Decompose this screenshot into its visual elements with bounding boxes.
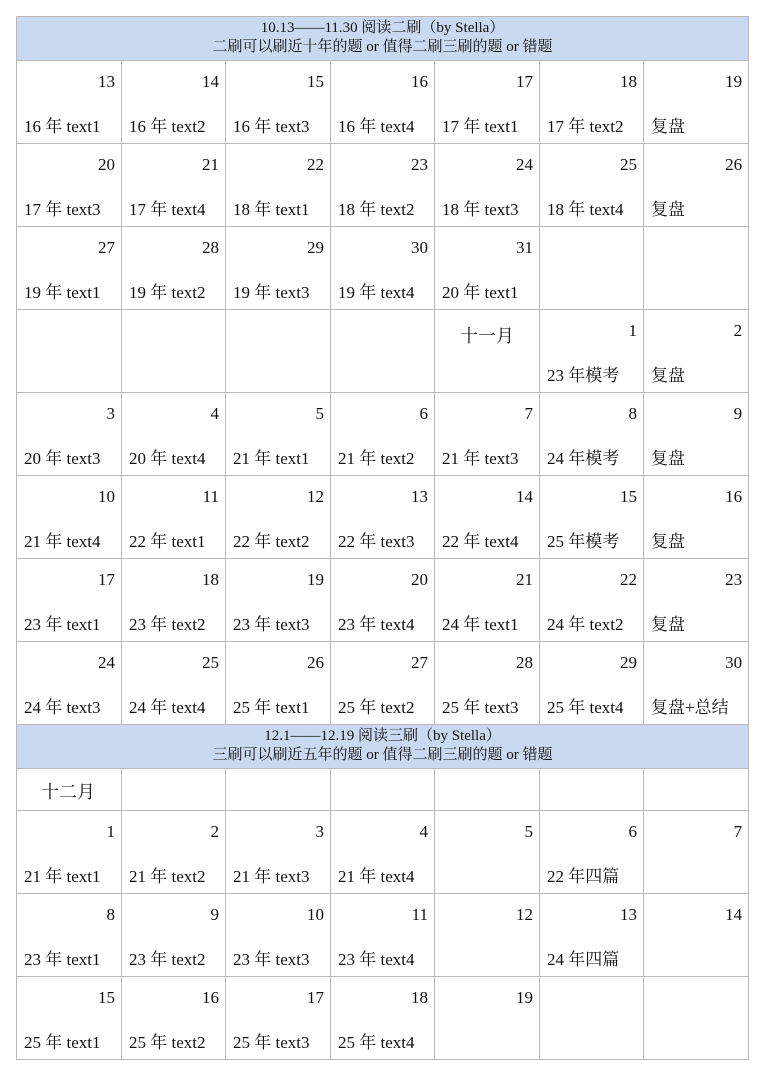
day-task: 23 年 text2 (129, 950, 206, 969)
day-task: 16 年 text2 (129, 117, 206, 136)
day-cell (644, 559, 749, 642)
day-cell (644, 227, 749, 310)
day-cell (17, 476, 122, 559)
day-number: 20 (411, 570, 428, 589)
day-number: 27 (411, 653, 428, 672)
day-cell (435, 559, 540, 642)
day-cell (644, 811, 749, 894)
day-cell (644, 144, 749, 227)
day-number: 22 (620, 570, 637, 589)
day-task: 22 年 text2 (233, 532, 310, 551)
day-task: 18 年 text4 (547, 200, 624, 219)
day-number: 24 (98, 653, 115, 672)
day-number: 14 (516, 487, 533, 506)
day-task: 复盘 (651, 366, 685, 385)
day-cell (226, 144, 331, 227)
day-cell (435, 227, 540, 310)
day-cell (644, 894, 749, 977)
month-row-cell (122, 769, 226, 811)
month-label: 十二月 (41, 782, 95, 802)
day-task: 复盘 (651, 615, 685, 634)
day-number: 5 (524, 822, 533, 841)
day-number: 13 (98, 72, 115, 91)
week-row (17, 144, 749, 227)
day-task: 22 年四篇 (547, 867, 620, 886)
week-row (17, 476, 749, 559)
day-number: 8 (106, 905, 115, 924)
day-cell (435, 811, 540, 894)
day-task: 17 年 text2 (547, 117, 624, 136)
day-cell (644, 476, 749, 559)
section-header-subtitle: 二刷可以刷近十年的题 or 值得二刷三刷的题 or 错题 (212, 39, 553, 55)
day-task: 24 年模考 (547, 449, 620, 468)
day-task: 21 年 text2 (338, 449, 415, 468)
section-header-second-pass (17, 17, 749, 61)
day-cell (540, 144, 644, 227)
day-cell (540, 977, 644, 1060)
day-cell (226, 310, 331, 393)
day-cell (17, 894, 122, 977)
day-cell (122, 559, 226, 642)
week-row (17, 393, 749, 476)
day-task: 23 年 text4 (338, 950, 415, 969)
day-task: 复盘 (651, 117, 685, 136)
day-cell (17, 811, 122, 894)
day-cell (122, 144, 226, 227)
day-cell (226, 642, 331, 725)
day-task: 17 年 text4 (129, 200, 206, 219)
day-task: 25 年 text4 (338, 1033, 415, 1052)
day-cell (331, 811, 435, 894)
week-row (17, 811, 749, 894)
day-task: 17 年 text3 (24, 200, 101, 219)
day-task: 23 年 text2 (129, 615, 206, 634)
day-number: 4 (419, 822, 428, 841)
day-number: 20 (98, 155, 115, 174)
day-task: 23 年 text1 (24, 615, 101, 634)
day-number: 9 (210, 905, 219, 924)
day-number: 10 (307, 905, 324, 924)
day-number: 10 (98, 487, 115, 506)
day-cell (331, 310, 435, 393)
section-header-third-pass (17, 725, 749, 769)
day-task: 25 年 text3 (442, 698, 519, 717)
day-task: 22 年 text1 (129, 532, 206, 551)
day-task: 24 年 text1 (442, 615, 519, 634)
day-task: 25 年模考 (547, 532, 620, 551)
day-number: 6 (628, 822, 637, 841)
day-cell (17, 310, 122, 393)
day-cell (331, 393, 435, 476)
day-cell (17, 144, 122, 227)
day-task: 20 年 text3 (24, 449, 101, 468)
day-cell (122, 393, 226, 476)
day-task: 24 年 text3 (24, 698, 101, 717)
day-number: 27 (98, 238, 115, 257)
day-task: 25 年 text1 (233, 698, 310, 717)
day-cell (226, 811, 331, 894)
section-header-subtitle: 三刷可以刷近五年的题 or 值得二刷三刷的题 or 错题 (212, 747, 553, 763)
day-task: 16 年 text4 (338, 117, 415, 136)
day-cell (331, 61, 435, 144)
day-cell (540, 476, 644, 559)
day-cell (331, 977, 435, 1060)
day-cell (226, 227, 331, 310)
day-cell (226, 393, 331, 476)
day-cell (540, 811, 644, 894)
day-task: 23 年模考 (547, 366, 620, 385)
day-number: 2 (210, 822, 219, 841)
week-row (17, 642, 749, 725)
day-task: 24 年四篇 (547, 950, 620, 969)
month-label: 十一月 (460, 326, 514, 346)
day-number: 22 (307, 155, 324, 174)
day-number: 11 (202, 487, 219, 506)
day-number: 26 (307, 653, 324, 672)
day-task: 19 年 text2 (129, 283, 206, 302)
day-cell (644, 642, 749, 725)
day-number: 6 (419, 404, 428, 423)
day-number: 25 (620, 155, 637, 174)
day-task: 21 年 text4 (24, 532, 101, 551)
day-task: 21 年 text4 (338, 867, 415, 886)
week-row (17, 559, 749, 642)
day-task: 23 年 text4 (338, 615, 415, 634)
day-number: 28 (516, 653, 533, 672)
day-cell (644, 393, 749, 476)
day-cell (17, 227, 122, 310)
day-number: 24 (516, 155, 533, 174)
week-row (17, 227, 749, 310)
day-number: 8 (628, 404, 637, 423)
day-task: 21 年 text1 (233, 449, 310, 468)
day-task: 22 年 text3 (338, 532, 415, 551)
day-number: 19 (516, 988, 533, 1007)
day-cell (644, 61, 749, 144)
day-cell (435, 393, 540, 476)
day-cell (331, 642, 435, 725)
day-cell (435, 61, 540, 144)
reading-plan-sheet (16, 16, 748, 1060)
day-task: 19 年 text3 (233, 283, 310, 302)
day-number: 14 (202, 72, 219, 91)
day-cell (435, 977, 540, 1060)
week-row (17, 61, 749, 144)
day-cell (17, 559, 122, 642)
week-row (17, 977, 749, 1060)
day-number: 17 (516, 72, 533, 91)
month-row-cell (435, 769, 540, 811)
day-cell (226, 476, 331, 559)
day-number: 23 (411, 155, 428, 174)
day-number: 4 (210, 404, 219, 423)
day-task: 25 年 text2 (129, 1033, 206, 1052)
day-cell (17, 61, 122, 144)
day-task: 19 年 text4 (338, 283, 415, 302)
day-task: 23 年 text1 (24, 950, 101, 969)
month-row-cell (644, 769, 749, 811)
day-number: 16 (202, 988, 219, 1007)
day-number: 3 (106, 404, 115, 423)
day-number: 29 (307, 238, 324, 257)
day-number: 12 (516, 905, 533, 924)
day-task: 18 年 text1 (233, 200, 310, 219)
day-number: 7 (524, 404, 533, 423)
day-cell (644, 977, 749, 1060)
day-cell (540, 61, 644, 144)
day-task: 20 年 text1 (442, 283, 519, 302)
day-number: 15 (307, 72, 324, 91)
month-row-cell (331, 769, 435, 811)
day-cell (540, 642, 644, 725)
day-cell (122, 61, 226, 144)
day-number: 13 (411, 487, 428, 506)
day-cell (435, 894, 540, 977)
day-task: 21 年 text3 (233, 867, 310, 886)
month-row-cell (540, 769, 644, 811)
week-row (17, 894, 749, 977)
day-cell (226, 61, 331, 144)
day-number: 12 (307, 487, 324, 506)
day-cell (435, 642, 540, 725)
day-number: 30 (725, 653, 743, 672)
section-header-title: 10.13——11.30 阅读二刷（by Stella） (260, 20, 505, 36)
day-cell (331, 227, 435, 310)
day-task: 16 年 text1 (24, 117, 101, 136)
day-cell (17, 642, 122, 725)
day-task: 复盘+总结 (651, 698, 729, 717)
day-number: 15 (620, 487, 637, 506)
week-row (17, 310, 749, 393)
day-task: 16 年 text3 (233, 117, 310, 136)
day-task: 23 年 text3 (233, 950, 310, 969)
day-cell (226, 977, 331, 1060)
day-cell (122, 811, 226, 894)
day-number: 5 (315, 404, 324, 423)
day-task: 25 年 text4 (547, 698, 624, 717)
day-task: 17 年 text1 (442, 117, 519, 136)
day-cell (122, 310, 226, 393)
day-number: 16 (411, 72, 428, 91)
day-number: 23 (725, 570, 743, 589)
day-number: 3 (315, 822, 324, 841)
day-cell (331, 476, 435, 559)
month-row-cell (226, 769, 331, 811)
day-task: 21 年 text2 (129, 867, 206, 886)
day-task: 25 年 text3 (233, 1033, 310, 1052)
month-row-cell (17, 769, 122, 811)
day-task: 复盘 (651, 200, 685, 219)
day-cell (540, 559, 644, 642)
day-number: 11 (411, 905, 428, 924)
day-cell (540, 393, 644, 476)
day-number: 25 (202, 653, 219, 672)
day-task: 25 年 text1 (24, 1033, 101, 1052)
day-cell (644, 310, 749, 393)
day-task: 25 年 text2 (338, 698, 415, 717)
day-task: 20 年 text4 (129, 449, 206, 468)
day-cell (122, 476, 226, 559)
day-cell (331, 559, 435, 642)
day-number: 17 (98, 570, 115, 589)
day-task: 23 年 text3 (233, 615, 310, 634)
day-number: 15 (98, 988, 115, 1007)
day-number: 1 (106, 822, 115, 841)
day-task: 21 年 text3 (442, 449, 519, 468)
day-number: 9 (733, 404, 743, 423)
day-number: 18 (411, 988, 428, 1007)
day-task: 21 年 text1 (24, 867, 101, 886)
day-task: 19 年 text1 (24, 283, 101, 302)
month-row (17, 769, 749, 811)
day-number: 30 (411, 238, 428, 257)
day-number: 31 (516, 238, 533, 257)
day-task: 18 年 text2 (338, 200, 415, 219)
day-cell (331, 894, 435, 977)
day-number: 16 (725, 487, 743, 506)
day-number: 14 (725, 905, 743, 924)
calendar-table (16, 16, 749, 1060)
day-task: 24 年 text4 (129, 698, 206, 717)
day-cell (435, 144, 540, 227)
day-task: 复盘 (651, 532, 685, 551)
day-number: 17 (307, 988, 324, 1007)
day-number: 28 (202, 238, 219, 257)
day-cell (122, 227, 226, 310)
day-cell (226, 894, 331, 977)
day-number: 13 (620, 905, 637, 924)
day-task: 18 年 text3 (442, 200, 519, 219)
day-cell (331, 144, 435, 227)
day-task: 复盘 (651, 449, 685, 468)
day-cell (17, 977, 122, 1060)
day-cell (122, 894, 226, 977)
day-number: 21 (202, 155, 219, 174)
day-number: 19 (725, 72, 743, 91)
day-number: 29 (620, 653, 637, 672)
day-number: 18 (202, 570, 219, 589)
day-cell (17, 393, 122, 476)
day-cell (540, 227, 644, 310)
day-cell (122, 642, 226, 725)
day-number: 19 (307, 570, 324, 589)
day-number: 26 (725, 155, 743, 174)
day-task: 24 年 text2 (547, 615, 624, 634)
day-number: 7 (733, 822, 743, 841)
day-task: 22 年 text4 (442, 532, 519, 551)
day-cell (540, 894, 644, 977)
day-cell (435, 310, 540, 393)
day-cell (435, 476, 540, 559)
day-cell (122, 977, 226, 1060)
day-number: 2 (733, 321, 743, 340)
day-cell (226, 559, 331, 642)
day-number: 1 (628, 321, 637, 340)
section-header-title: 12.1——12.19 阅读三刷（by Stella） (264, 728, 501, 744)
day-number: 21 (516, 570, 533, 589)
day-cell (540, 310, 644, 393)
day-number: 18 (620, 72, 637, 91)
